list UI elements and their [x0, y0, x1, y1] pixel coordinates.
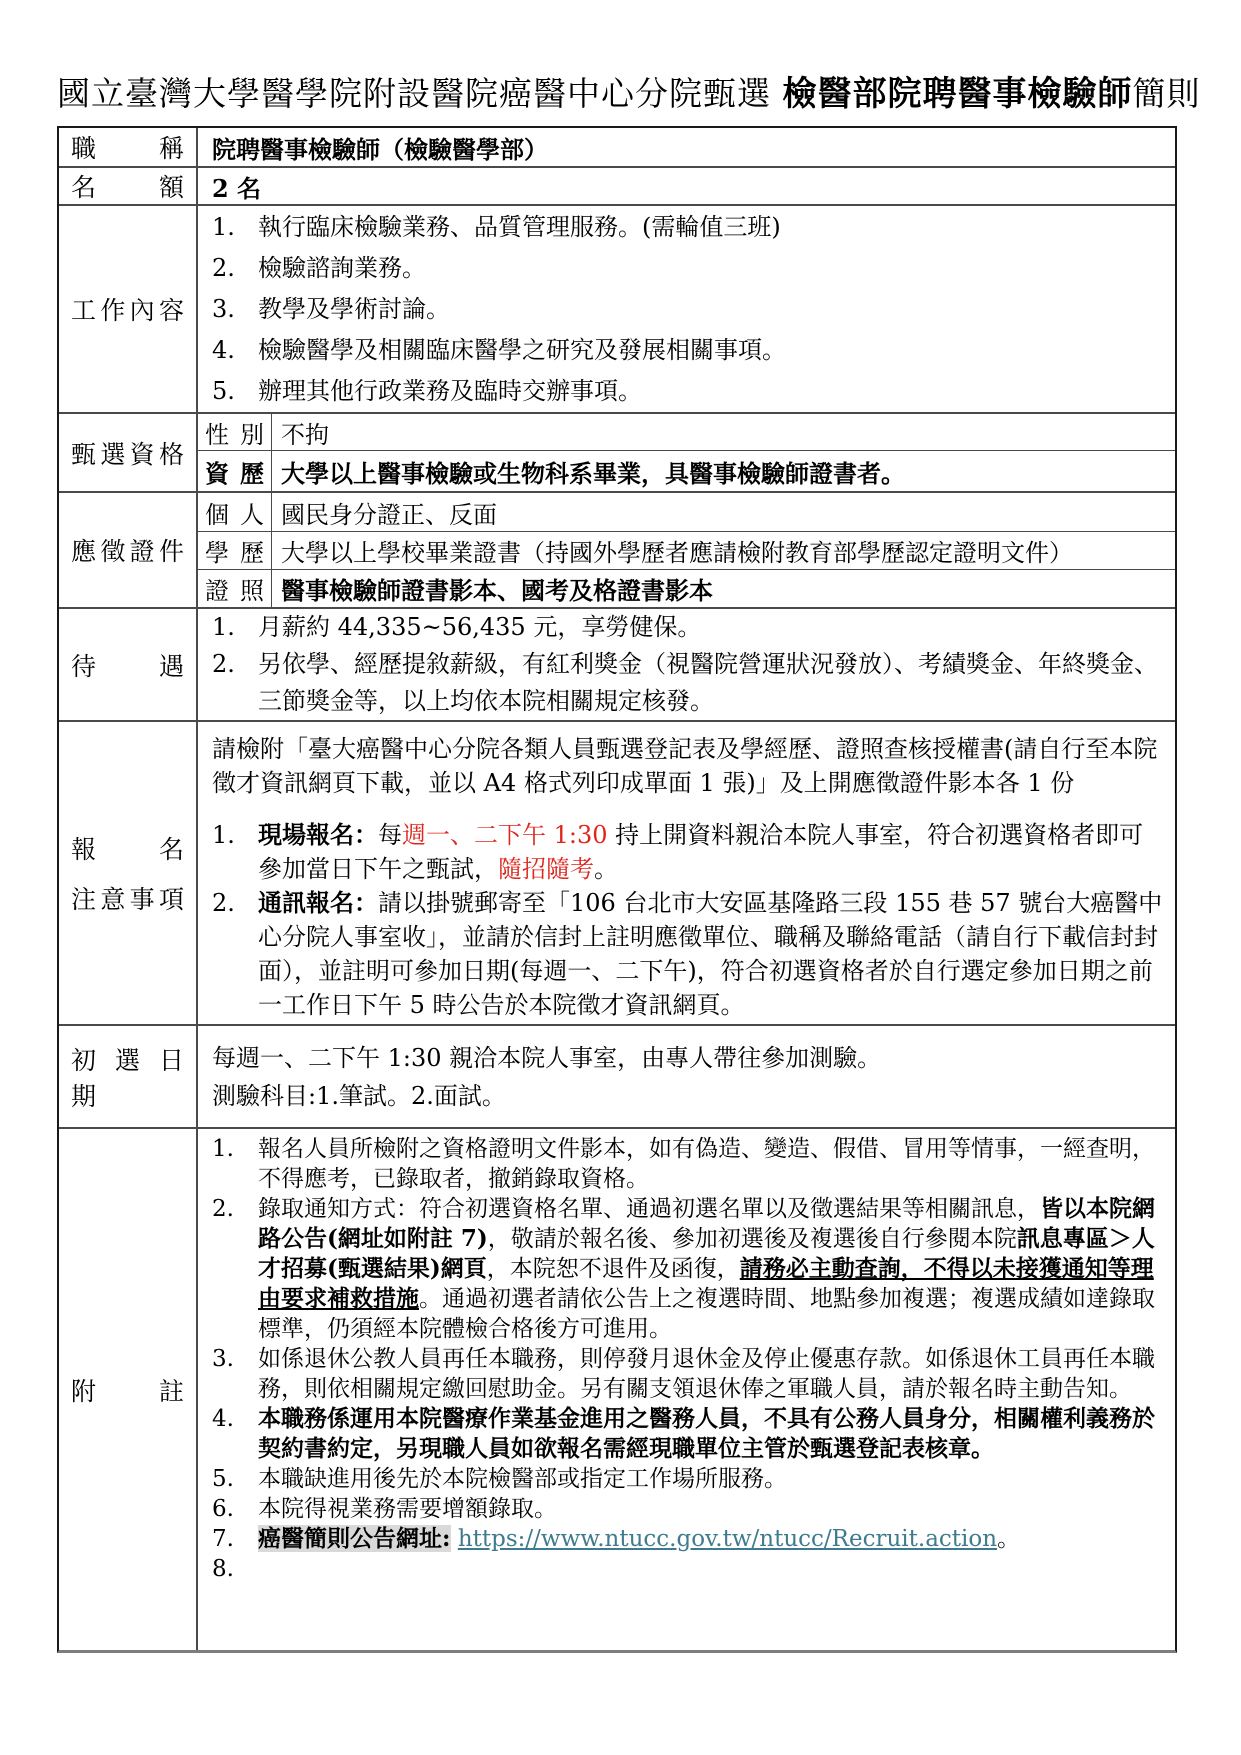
row-documents [59, 491, 1175, 607]
quota-label-cell [59, 168, 198, 204]
item-number: 2. [212, 650, 235, 678]
duties-label: 工作內容 [71, 296, 184, 325]
item-number: 1. [212, 821, 235, 849]
row-notes [59, 1127, 1175, 1650]
item-number: 2. [212, 1196, 234, 1222]
item-text [258, 886, 1165, 1022]
salary-list [198, 609, 1175, 720]
experience-key-cell [198, 451, 272, 491]
item-text [258, 1194, 1165, 1344]
item-number: 5. [212, 1466, 234, 1492]
item-number: 1. [212, 1136, 234, 1162]
screening-label-cell [59, 1026, 198, 1127]
experience-key: 資 歷 [205, 458, 264, 488]
license-key: 證 照 [205, 577, 264, 605]
notes-label: 附 註 [71, 1376, 184, 1406]
text-segment: 週一、二下午 1:30 [402, 821, 616, 849]
recruitment-table [57, 126, 1177, 1653]
item-number: 2. [212, 253, 235, 282]
item-number: 1. [212, 613, 235, 641]
text-segment: 持上開資料親洽本院人事室，符合初選資格者即可參加當日下午之甄試， [258, 821, 1144, 883]
notes-item [212, 1494, 1165, 1524]
text-segment: 癌醫簡則公告網址: [258, 1525, 451, 1552]
qualifications-label-cell [59, 414, 198, 491]
title-part-3: 簡則 [1132, 74, 1201, 113]
row-screening-date [59, 1024, 1175, 1127]
row-qualifications [59, 412, 1175, 491]
document-row-personal [198, 493, 1175, 531]
item-text: 教學及學術討論。 [258, 294, 450, 323]
item-text: 檢驗醫學及相關臨床醫學之研究及發展相關事項。 [258, 335, 786, 364]
item-text [258, 1494, 1165, 1524]
education-key-cell [198, 532, 272, 569]
row-salary [59, 607, 1175, 720]
notes-item [212, 1524, 1165, 1554]
item-text: 月薪約 44,335~56,435 元，享勞健保。 [258, 613, 702, 641]
item-number: 6. [212, 1496, 234, 1522]
item-number: 5. [212, 376, 235, 405]
notes-item [212, 1344, 1165, 1404]
title-part-1: 國立臺灣大學醫學院附設醫院癌醫中心分院甄選 [57, 74, 783, 113]
experience-value: 大學以上醫事檢驗或生物科系畢業，具醫事檢驗師證書者。 [281, 458, 905, 488]
salary-item [212, 646, 1165, 720]
duties-item [212, 207, 1165, 248]
text-segment: 。 [594, 855, 618, 883]
text-segment: 訊息專區＞人才招募(甄選結果)網頁 [258, 1225, 1155, 1282]
screening-line2: 測驗科目:1.筆試。2.面試。 [212, 1081, 506, 1110]
item-text [258, 1344, 1165, 1404]
recruit-url-link[interactable]: https://www.ntucc.gov.tw/ntucc/Recruit.action [457, 1526, 998, 1552]
duties-list [198, 206, 1175, 412]
text-segment: 請以掛號郵寄至「106 台北市大安區基隆路三段 155 巷 57 號台大癌醫中心分院人事室收」，並請於信封上註明應徵單位、職稱及聯絡電話（請自行下載信封封面），並註明可參加日期(每週一、二下午)，符合初選資格者於自行選定參加日期之前一工作日下午 5 時公告於本院徵才資訊網頁。 [258, 889, 1163, 1019]
item-text [258, 1524, 1165, 1554]
registration-item [212, 818, 1165, 886]
education-key: 學 歷 [205, 539, 264, 567]
item-text: 辦理其他行政業務及臨時交辦事項。 [258, 376, 642, 405]
text-segment: 隨招隨考 [498, 855, 594, 883]
sex-key-cell [198, 414, 272, 450]
notes-item [212, 1134, 1165, 1194]
item-text [258, 1464, 1165, 1494]
text-segment: 皆以本院網路公告(網址如附註 7) [258, 1195, 1155, 1252]
title-part-2: 檢醫部院聘醫事檢驗師 [782, 74, 1133, 114]
text-segment [451, 1526, 458, 1552]
registration-label-line2: 注意事項 [71, 885, 184, 914]
item-number: 7. [212, 1526, 234, 1552]
item-text: 檢驗諮詢業務。 [258, 253, 426, 282]
personal-value: 國民身分證正、反面 [281, 500, 497, 529]
personal-key: 個 人 [205, 500, 264, 529]
notes-item [212, 1554, 1165, 1584]
item-number: 8. [212, 1556, 234, 1582]
notes-item [212, 1194, 1165, 1344]
job-title-value: 院聘醫事檢驗師（檢驗醫學部） [212, 134, 548, 164]
text-segment: 本職缺進用後先於本院檢醫部或指定工作場所服務。 [258, 1466, 787, 1492]
quota-label: 名 額 [71, 173, 184, 202]
license-key-cell [198, 570, 272, 607]
row-job-title [59, 128, 1175, 166]
personal-key-cell [198, 493, 272, 531]
sex-value: 不拘 [281, 420, 329, 449]
qualification-row-sex [198, 414, 1175, 450]
salary-label-cell [59, 609, 198, 720]
item-text [258, 818, 1165, 886]
item-number: 4. [212, 1406, 234, 1432]
documents-subrows [198, 493, 1175, 607]
item-number: 4. [212, 335, 235, 364]
item-text [258, 1134, 1165, 1194]
text-segment: 。通過初選者請依公告上之複選時間、地點參加複選；複選成績如達錄取標準，仍須經本院體檢合格後方可進用。 [258, 1286, 1155, 1342]
row-duties [59, 204, 1175, 412]
notes-list [198, 1129, 1175, 1650]
item-number: 3. [212, 294, 235, 323]
document-title [57, 66, 1207, 115]
text-segment: 本職務係運用本院醫療作業基金進用之醫務人員，不具有公務人員身分，相關權利義務於契約書約定，另現職人員如欲報名需經現職單位主管於甄選登記表核章。 [258, 1405, 1155, 1462]
row-registration-notes [59, 720, 1175, 1024]
item-text [258, 1404, 1165, 1464]
screening-content [198, 1026, 1175, 1127]
registration-content [198, 722, 1175, 1024]
text-segment: 每 [378, 821, 402, 849]
duties-item [212, 371, 1165, 412]
row-quota [59, 166, 1175, 204]
text-segment: 報名人員所檢附之資格證明文件影本，如有偽造、變造、假借、冒用等情事，一經查明，不得應考，已錄取者，撤銷錄取資格。 [258, 1136, 1155, 1192]
documents-label: 應徵證件 [71, 537, 184, 566]
text-segment: 。 [997, 1526, 1021, 1552]
item-number: 1. [212, 212, 235, 241]
notes-item [212, 1404, 1165, 1464]
document-row-license [198, 569, 1175, 607]
item-text: 另依學、經歷提敘薪級，有紅利獎金（視醫院營運狀況發放）、考績獎金、年終獎金、三節獎金等，以上均依本院相關規定核發。 [258, 650, 1158, 715]
item-number: 3. [212, 1346, 234, 1372]
documents-label-cell [59, 493, 198, 607]
registration-label-line1: 報 名 [71, 835, 184, 864]
document-row-education [198, 531, 1175, 569]
salary-item [212, 609, 1165, 646]
text-segment: ，敬請於報名後、參加初選後及複選後自行參閱本院 [487, 1226, 1017, 1252]
text-segment: 本院得視業務需要增額錄取。 [258, 1496, 557, 1522]
text-segment: 錄取通知方式：符合初選資格名單、通過初選名單以及徵選結果等相關訊息， [258, 1196, 1040, 1222]
quota-value: 2 名 [212, 173, 262, 203]
registration-item [212, 886, 1165, 1022]
text-segment: 通訊報名： [258, 888, 378, 917]
job-title-label-cell [59, 128, 198, 166]
qualification-row-experience [198, 450, 1175, 491]
notes-item [212, 1464, 1165, 1494]
text-segment: ，本院恕不退件及函復， [486, 1256, 740, 1282]
text-segment: 如係退休公教人員再任本職務，則停發月退休金及停止優惠存款。如係退休工員再任本職務，則依相關規定繳回慰助金。另有關支領退休俸之軍職人員，請於報名時主動告知。 [258, 1346, 1155, 1402]
text-segment: 現場報名： [258, 820, 378, 849]
qualifications-label: 甄選資格 [71, 439, 184, 469]
notes-label-cell [59, 1129, 198, 1650]
qualifications-subrows [198, 414, 1175, 491]
sex-key: 性 別 [205, 420, 264, 449]
education-value: 大學以上學校畢業證書（持國外學歷者應請檢附教育部學歷認定證明文件） [281, 539, 1073, 567]
item-text: 執行臨床檢驗業務、品質管理服務。(需輪值三班) [258, 212, 781, 241]
screening-label: 初 選 日 期 [71, 1045, 184, 1111]
text-segment: 請務必主動查詢，不得以未接獲通知等理由要求補救措施 [258, 1255, 1154, 1312]
duties-item [212, 289, 1165, 330]
registration-label-cell [59, 722, 198, 1024]
screening-line1: 每週一、二下午 1:30 親洽本院人事室，由專人帶往參加測驗。 [212, 1043, 882, 1072]
registration-intro: 請檢附「臺大癌醫中心分院各類人員甄選登記表及學經歷、證照查核授權書(請自行至本院徵才資訊網頁下載，並以 A4 格式列印成單面 1 張)」及上開應徵證件影本各 1 份 [212, 735, 1158, 797]
duties-item [212, 248, 1165, 289]
item-number: 2. [212, 889, 235, 917]
job-title-label: 職 稱 [71, 134, 184, 163]
duties-label-cell [59, 206, 198, 412]
license-value: 醫事檢驗師證書影本、國考及格證書影本 [281, 576, 713, 605]
salary-label: 待 遇 [71, 651, 184, 681]
duties-item [212, 330, 1165, 371]
